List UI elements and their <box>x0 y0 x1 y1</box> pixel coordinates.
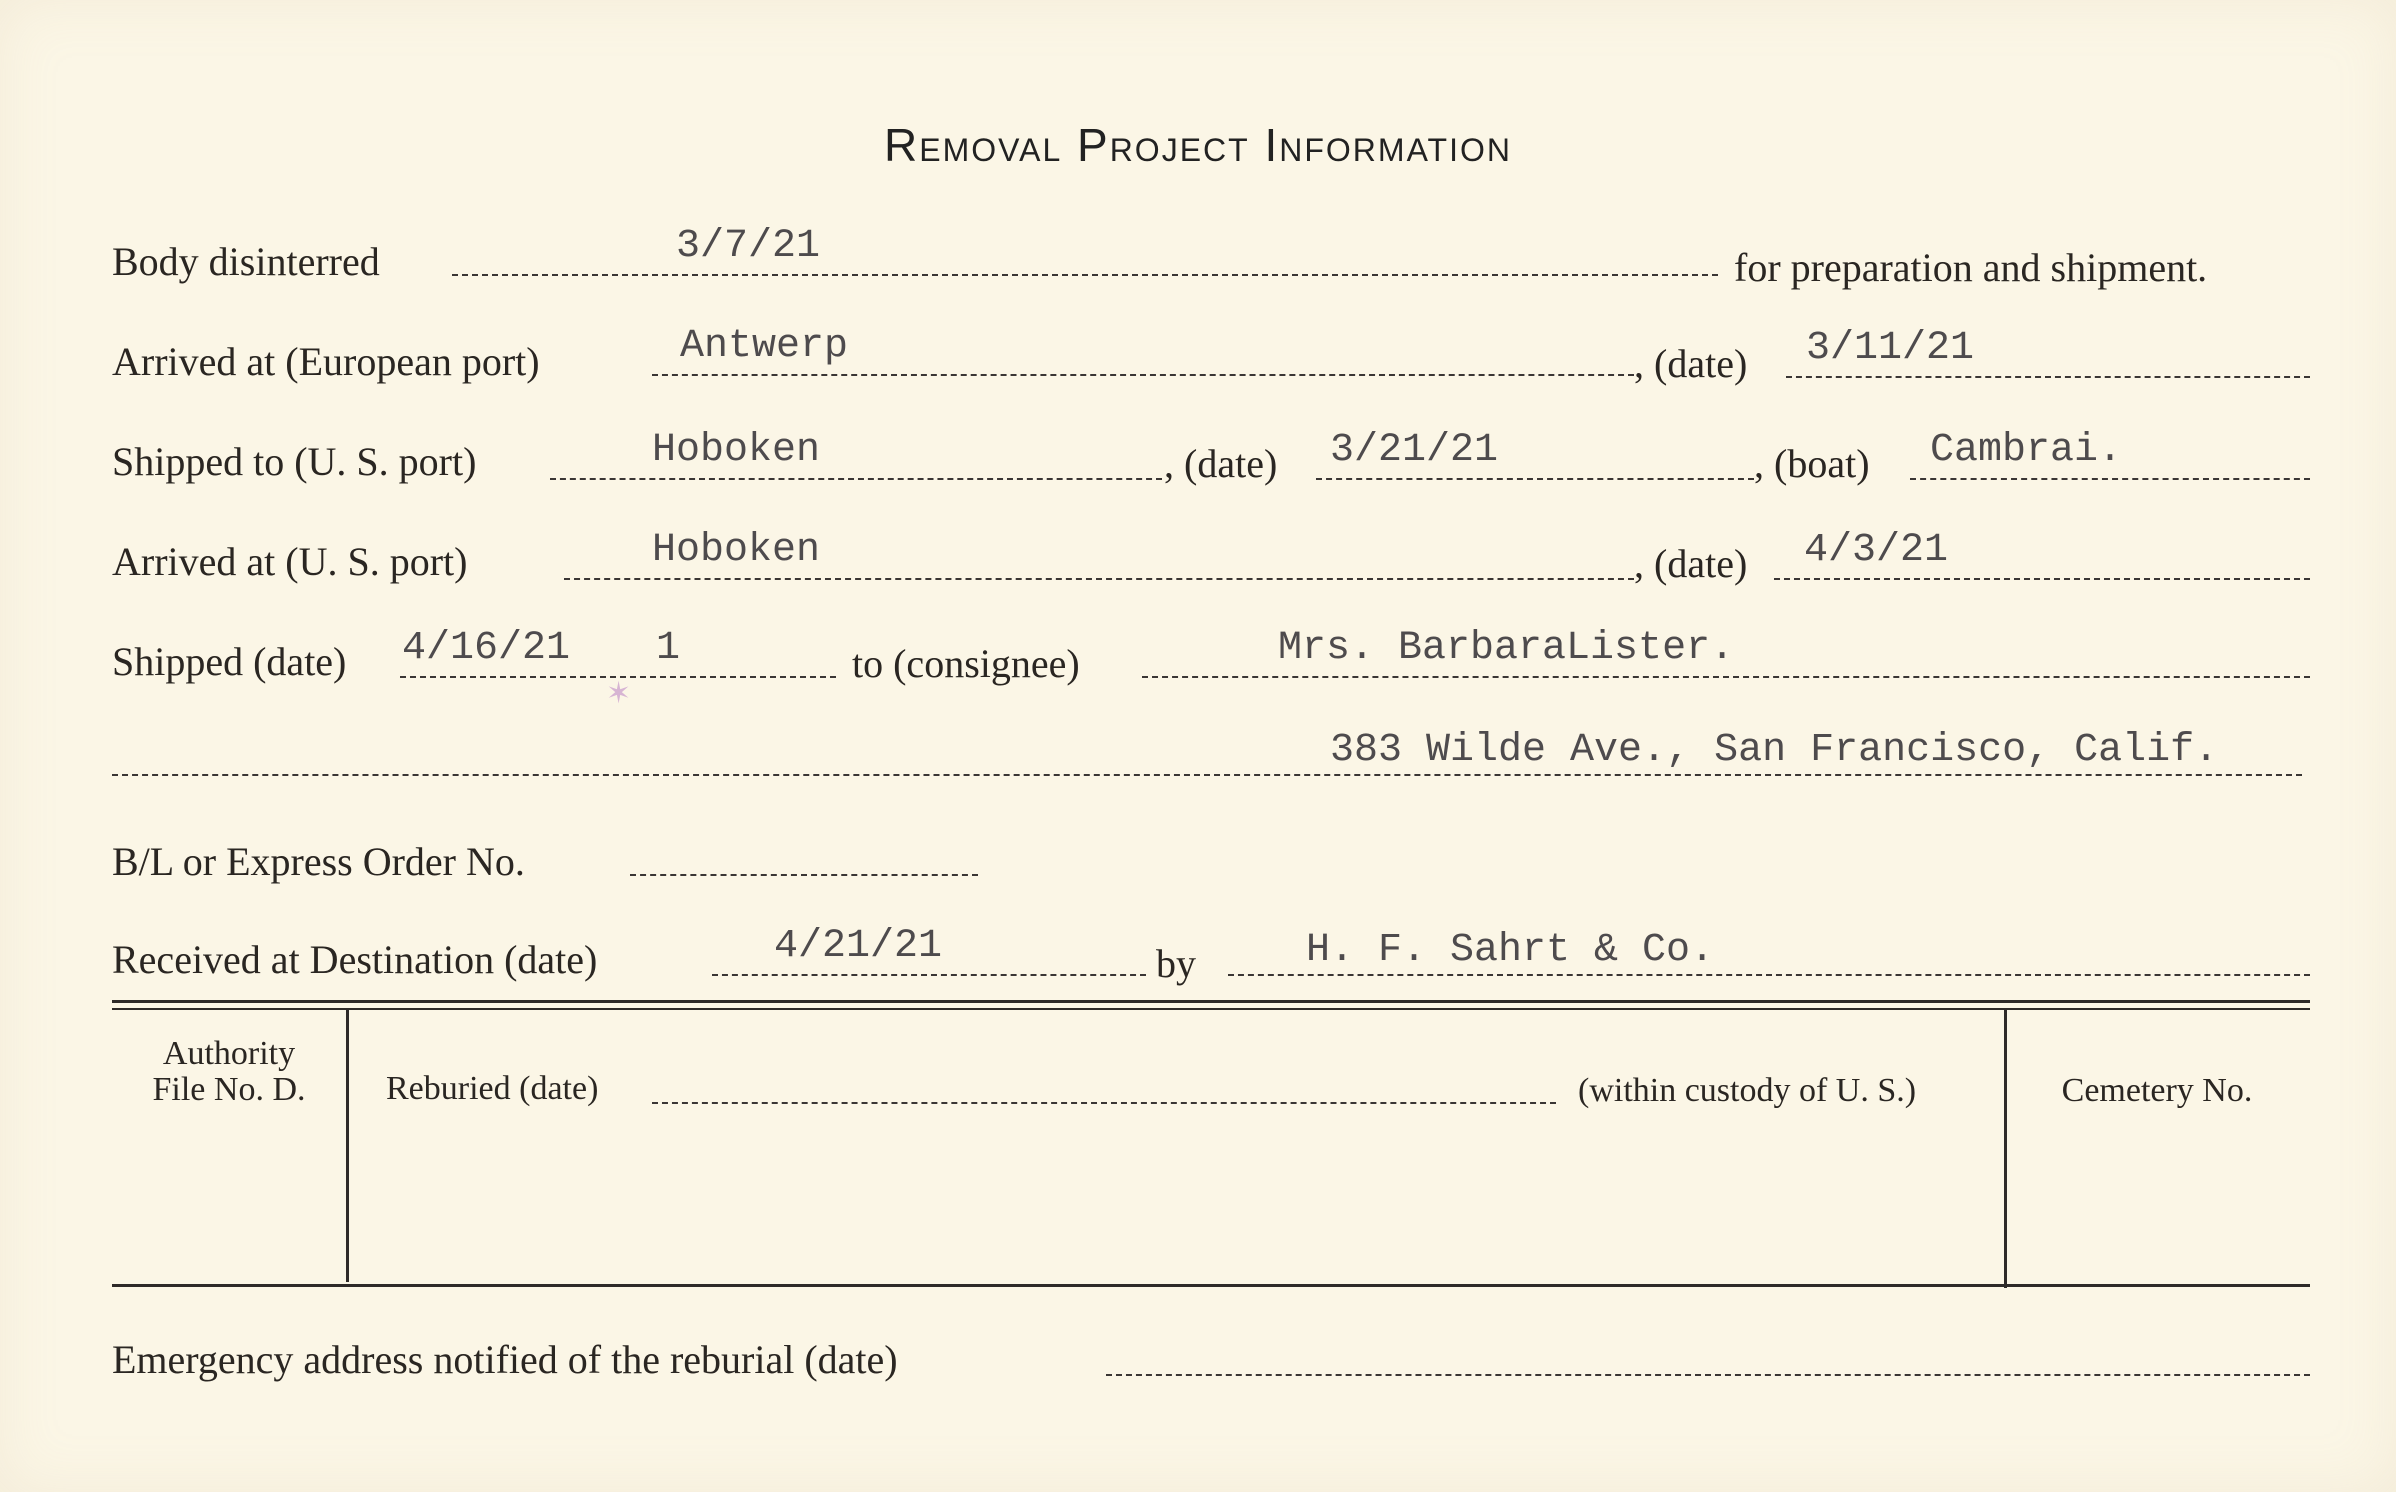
emergency-line <box>1106 1374 2310 1376</box>
arrived-eu-date-line <box>1786 376 2310 378</box>
reburied-label: Reburied (date) <box>386 1070 599 1107</box>
boat-label: , (boat) <box>1754 441 1870 486</box>
ink-stamp-mark: ✶ <box>606 677 632 710</box>
disinterred-label: Body disinterred <box>112 239 380 284</box>
consignee-line <box>1142 676 2310 678</box>
by-line <box>1228 974 2310 976</box>
shipped-us-date-label: , (date) <box>1164 441 1278 486</box>
disinterred-line <box>452 274 1718 276</box>
table-top-rule-1 <box>112 1000 2310 1003</box>
reburied-line <box>652 1102 1556 1104</box>
arrived-us-date-line <box>1774 578 2310 580</box>
boat-name: Cambrai. <box>1930 428 2123 473</box>
by-label: by <box>1156 941 1196 986</box>
arrived-eu-date: 3/11/21 <box>1806 326 1975 371</box>
table-divider-right <box>2004 1010 2007 1288</box>
arrived-us-date: 4/3/21 <box>1804 528 1949 573</box>
shipped-extra: 1 <box>656 626 681 671</box>
table-bottom-rule <box>112 1284 2310 1287</box>
consignee-name: Mrs. BarbaraLister. <box>1278 626 1735 671</box>
shipped-date-label: Shipped (date) <box>112 639 347 684</box>
address-line <box>112 774 2302 776</box>
arrived-us-label: Arrived at (U. S. port) <box>112 539 468 584</box>
arrived-us-date-label: , (date) <box>1634 541 1748 586</box>
arrived-eu-date-label: , (date) <box>1634 341 1748 386</box>
consignee-label: to (consignee) <box>852 641 1080 686</box>
shipped-us-line <box>550 478 1162 480</box>
received-label: Received at Destination (date) <box>112 937 598 982</box>
disinterred-date: 3/7/21 <box>676 224 821 269</box>
shipped-us-date-line <box>1316 478 1754 480</box>
bl-label: B/L or Express Order No. <box>112 839 525 884</box>
arrived-eu-label: Arrived at (European port) <box>112 339 540 384</box>
disinterred-suffix: for preparation and shipment. <box>1734 245 2208 290</box>
emergency-label: Emergency address notified of the reburial (date) <box>112 1337 898 1382</box>
received-date: 4/21/21 <box>774 924 943 969</box>
table-divider-left <box>346 1010 349 1282</box>
arrived-eu-port: Antwerp <box>680 324 849 369</box>
bl-line <box>630 874 978 876</box>
shipped-date: 4/16/21 <box>402 626 571 671</box>
consignee-address: 383 Wilde Ave., San Francisco, Calif. <box>1330 728 2219 773</box>
shipped-us-port: Hoboken <box>652 428 821 473</box>
custody-label: (within custody of U. S.) <box>1578 1072 1917 1109</box>
cemetery-label: Cemetery No. <box>2061 1072 2253 1109</box>
boat-line <box>1910 478 2310 480</box>
table-top-rule-2 <box>112 1008 2310 1010</box>
arrived-us-port: Hoboken <box>652 528 821 573</box>
card-title: Removal Project Information <box>884 119 1512 171</box>
shipped-us-label: Shipped to (U. S. port) <box>112 439 477 484</box>
shipped-us-date: 3/21/21 <box>1330 428 1499 473</box>
received-by: H. F. Sahrt & Co. <box>1306 928 1715 973</box>
arrived-us-line <box>564 578 1634 580</box>
received-date-line <box>712 974 1146 976</box>
authority-file-label: Authority File No. D. <box>152 1035 306 1108</box>
arrived-eu-line <box>652 374 1634 376</box>
